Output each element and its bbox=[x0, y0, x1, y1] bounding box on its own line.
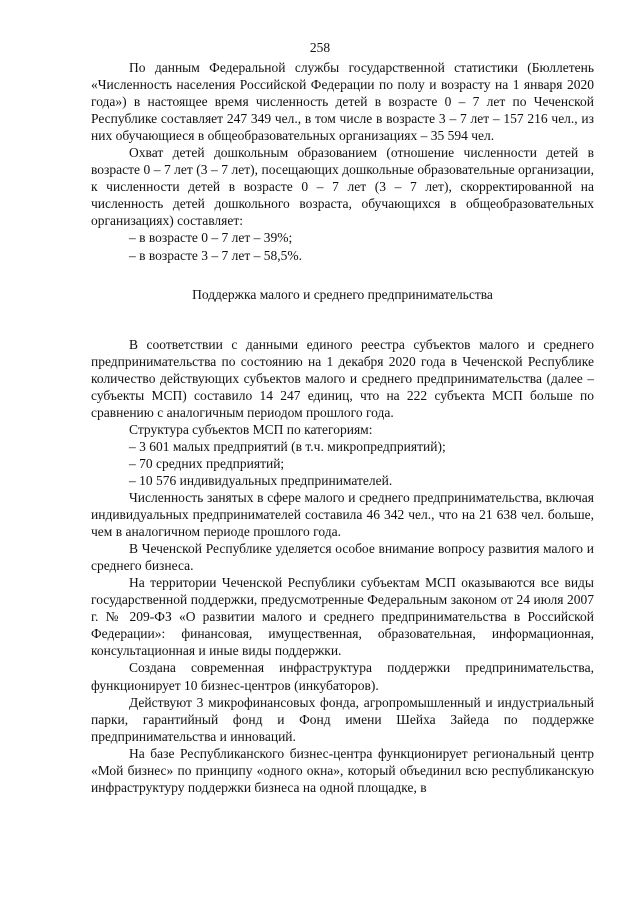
section-title: Поддержка малого и среднего предпринимательства bbox=[192, 286, 493, 302]
page-content bbox=[91, 59, 594, 796]
registry-paragraph: В соответствии с данными единого реестра субъектов малого и среднего предпринимательства по состоянию на 1 декабря 2020 года в Чеченской Республике количество действующих субъектов малого и среднего предпринимательства (далее – субъекты МСП) составило 14 247 единиц, что на 222 субъекта МСП больше по сравнению с аналогичным периодом прошлого года. bbox=[91, 336, 594, 420]
support-types-paragraph: На территории Чеченской Республики субъектам МСП оказываются все виды государственной поддержки, предусмотренные Федеральным законом от 24 июля 2007 г. № 209-ФЗ «О развитии малого и среднего предпринимательства в Российской Федерации»: финансовая, имущественная, образовательная, информационная, консультационная и иные виды поддержки. bbox=[91, 575, 594, 659]
population-paragraph: По данным Федеральной службы государственной статистики (Бюллетень «Численность населения Российской Федерации по полу и возрасту на 1 января 2020 года») в настоящее время численность детей в возрасте 0 – 7 лет по Чеченской Республике составляет 247 349 чел., в том числе в возрасте 3 – 7 лет – 157 216 чел., из них обучающиеся в общеобразовательных организациях – 35 594 чел. bbox=[91, 60, 594, 144]
structure-heading: Структура субъектов МСП по категориям: bbox=[129, 421, 373, 437]
structure-item-small: – 3 601 малых предприятий (в т.ч. микропредприятий); bbox=[129, 438, 446, 454]
structure-item-medium: – 70 средних предприятий; bbox=[129, 455, 285, 471]
coverage-item-0-7: – в возрасте 0 – 7 лет – 39%; bbox=[129, 230, 293, 246]
preschool-coverage-paragraph: Охват детей дошкольным образованием (отношение численности детей в возрасте 0 – 7 лет (3 – 7 лет), посещающих дошкольные образовательные организации, к численности детей в возрасте 0 – 7 лет (3 – 7 лет), скорректированной на численность детей дошкольного возраста, обучающихся в общеобразовательных организациях) составляет: bbox=[91, 145, 594, 229]
funds-paragraph: Действуют 3 микрофинансовых фонда, агропромышленный и индустриальный парки, гарантийный фонд и Фонд имени Шейха Зайеда по поддержке предпринимательства и инноваций. bbox=[91, 694, 594, 744]
employment-paragraph: Численность занятых в сфере малого и среднего предпринимательства, включая индивидуальных предпринимателей составила 46 342 чел., что на 21 638 чел. больше, чем в аналогичном периоде прошлого года. bbox=[91, 489, 594, 540]
structure-item-individual: – 10 576 индивидуальных предпринимателей. bbox=[129, 472, 393, 488]
coverage-item-3-7: – в возрасте 3 – 7 лет – 58,5%. bbox=[129, 247, 302, 263]
infrastructure-paragraph: Создана современная инфраструктура поддержки предпринимательства, функционирует 10 бизнес-центров (инкубаторов). bbox=[91, 660, 594, 693]
page-number: 258 bbox=[309, 40, 331, 55]
business-center-paragraph: На базе Республиканского бизнес-центра функционирует региональный центр «Мой бизнес» по принципу «одного окна», который объединил всю республиканскую инфраструктуру поддержки бизнеса на одной площадке, в bbox=[91, 745, 594, 795]
attention-paragraph: В Чеченской Республике уделяется особое внимание вопросу развития малого и среднего бизнеса. bbox=[91, 541, 594, 574]
